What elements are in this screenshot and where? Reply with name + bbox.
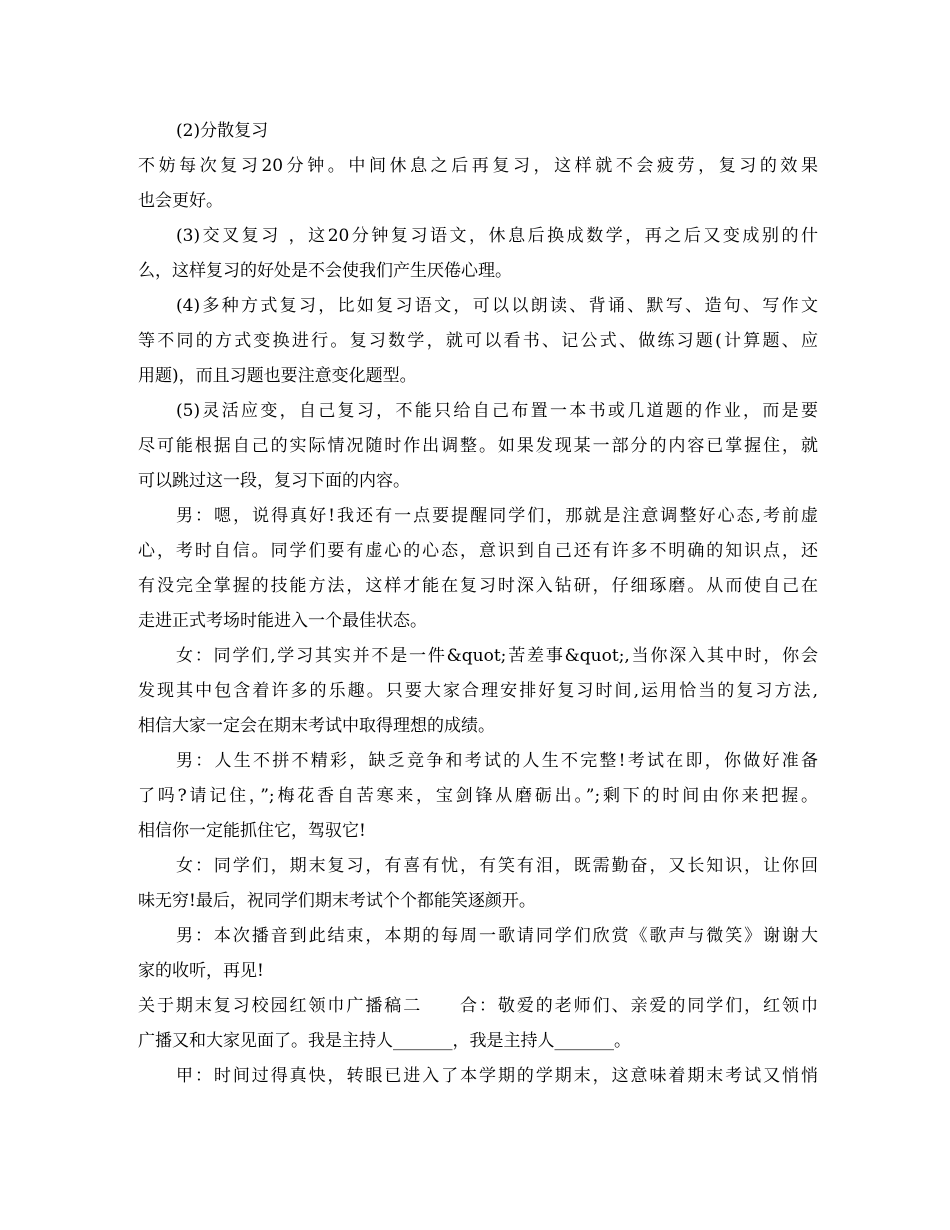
text-line: 男：本次播音到此结束，本期的每周一歌请同学们欣赏《歌声与微笑》谢谢大 — [176, 926, 818, 946]
text-line: 家的收听，再见! — [138, 961, 264, 981]
text-line: 女：同学们,学习其实并不是一件&quot;苦差事&quot;,当你深入其中时，你会 — [176, 646, 818, 666]
text-line: 尽可能根据自己的实际情况随时作出调整。如果发现某一部分的内容已掌握住，就 — [138, 436, 818, 456]
text-line: 心，考时自信。同学们要有虚心的心态，意识到自己还有许多不明确的知识点，还 — [138, 541, 818, 561]
text-line: 了吗?请记住，”;梅花香自苦寒来，宝剑锋从磨砺出。”;剩下的时间由你来把握。 — [138, 786, 818, 806]
text-line: 等不同的方式变换进行。复习数学，就可以看书、记公式、做练习题(计算题、应 — [138, 331, 818, 351]
text-line: 不妨每次复习20分钟。中间休息之后再复习，这样就不会疲劳，复习的效果 — [138, 156, 818, 176]
text-line: 么，这样复习的好处是不会使我们产生厌倦心理。 — [138, 261, 512, 281]
text-line: (3)交叉复习 ，这20分钟复习语文，休息后换成数学，再之后又变成别的什 — [176, 226, 818, 246]
text-line: (5)灵活应变，自己复习，不能只给自己布置一本书或几道题的作业，而是要 — [176, 401, 818, 421]
text-line: 男：嗯，说得真好!我还有一点要提醒同学们，那就是注意调整好心态,考前虚 — [176, 506, 818, 526]
text-line: 广播又和大家见面了。我是主持人_______，我是主持人_______。 — [138, 1031, 631, 1051]
text-line: 有没完全掌握的技能方法，这样才能在复习时深入钻研，仔细琢磨。从而使自己在 — [138, 576, 818, 596]
text-line: 发现其中包含着许多的乐趣。只要大家合理安排好复习时间,运用恰当的复习方法, — [138, 681, 818, 701]
text-line: 女：同学们，期末复习，有喜有忧，有笑有泪，既需勤奋，又长知识，让你回 — [176, 856, 818, 876]
text-line: 甲：时间过得真快，转眼已进入了本学期的学期末，这意味着期末考试又悄悄 — [176, 1066, 818, 1086]
text-line: (4)多种方式复习，比如复习语文，可以以朗读、背诵、默写、造句、写作文 — [176, 296, 818, 316]
text-line: 可以跳过这一段，复习下面的内容。 — [138, 471, 410, 491]
text-line: 相信大家一定会在期末考试中取得理想的成绩。 — [138, 716, 495, 736]
text-line: 相信你一定能抓住它，驾驭它! — [138, 821, 366, 841]
text-line: 用题)，而且习题也要注意变化题型。 — [138, 366, 417, 386]
text-line: (2)分散复习 — [176, 121, 269, 141]
text-line: 也会更好。 — [138, 191, 223, 211]
text-line: 走进正式考场时能进入一个最佳状态。 — [138, 611, 427, 631]
section-heading-line: 关于期末复习校园红领巾广播稿二 合：敬爱的老师们、亲爱的同学们，红领巾 — [138, 996, 818, 1016]
text-line: 男：人生不拼不精彩，缺乏竞争和考试的人生不完整!考试在即，你做好准备 — [176, 751, 818, 771]
text-line: 味无穷!最后，祝同学们期末考试个个都能笑逐颜开。 — [138, 891, 536, 911]
